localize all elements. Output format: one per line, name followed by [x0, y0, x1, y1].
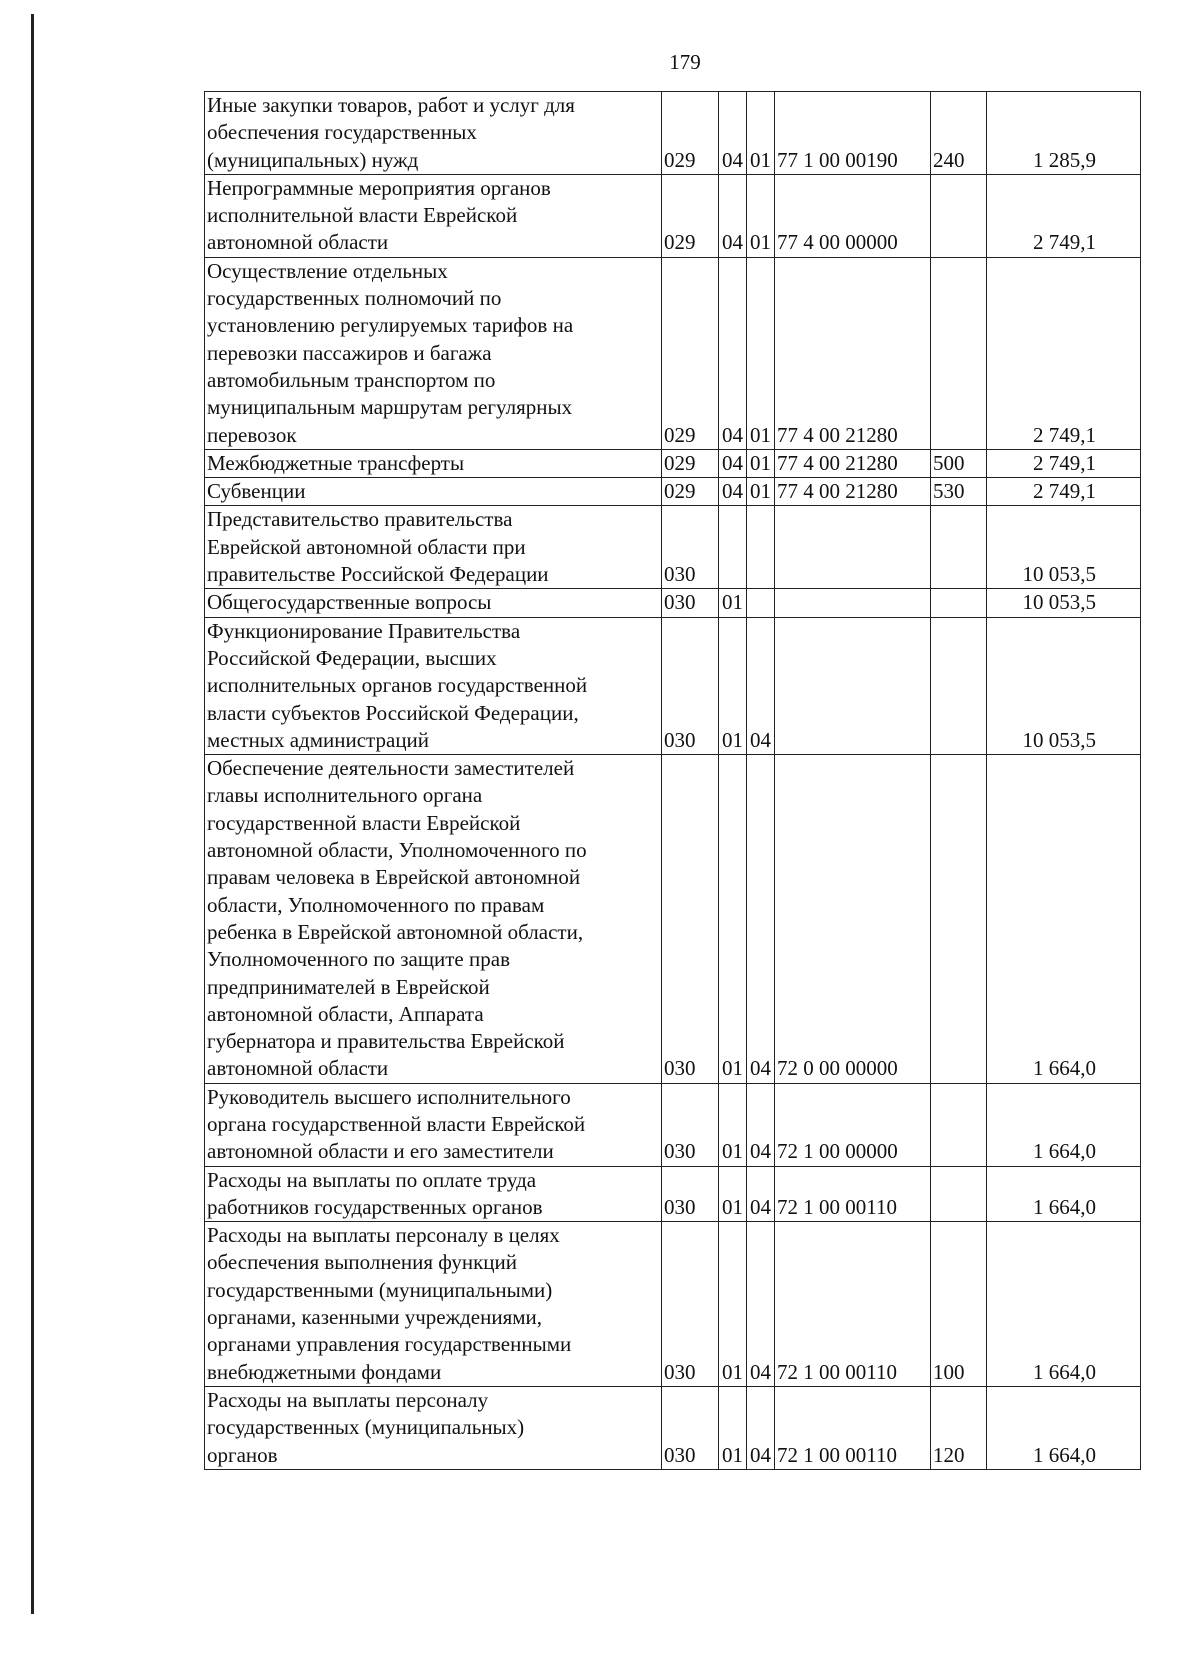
amount-cell: 1 664,0 — [987, 1222, 1141, 1387]
amount-cell: 2 749,1 — [987, 174, 1141, 257]
ministry-code-cell: 030 — [662, 1166, 719, 1222]
amount-cell: 1 664,0 — [987, 1083, 1141, 1166]
subsection-code-cell: 04 — [747, 755, 775, 1084]
row-name-line: автономной области — [207, 1056, 389, 1081]
section-code-cell: 04 — [719, 174, 747, 257]
target-article-cell — [775, 589, 931, 617]
row-name-line: автономной области и его заместители — [207, 1139, 554, 1164]
row-name-cell — [205, 92, 662, 175]
expense-type-cell: 120 — [931, 1386, 987, 1469]
expense-type-cell: 500 — [931, 449, 987, 477]
row-name-cell — [205, 755, 662, 1084]
section-code-cell: 01 — [719, 755, 747, 1084]
row-name-line: автономной области — [207, 230, 389, 255]
row-name-line: Представительство правительства — [207, 507, 513, 532]
subsection-code-cell: 01 — [747, 449, 775, 477]
amount-cell: 10 053,5 — [987, 589, 1141, 617]
ministry-code-cell: 030 — [662, 506, 719, 589]
row-name-line: органа государственной власти Еврейской — [207, 1111, 586, 1136]
expense-type-cell: 240 — [931, 92, 987, 175]
target-article-cell: 77 4 00 00000 — [775, 174, 931, 257]
section-code-cell: 01 — [719, 1166, 747, 1222]
amount-cell: 10 053,5 — [987, 617, 1141, 754]
row-name-line: Иные закупки товаров, работ и услуг для — [207, 93, 575, 117]
row-name-line: обеспечения государственных — [207, 120, 477, 145]
expense-type-cell — [931, 617, 987, 754]
row-name-cell — [205, 506, 662, 589]
amount-cell: 2 749,1 — [987, 478, 1141, 506]
subsection-code-cell: 04 — [747, 617, 775, 754]
page-binding-line — [31, 14, 34, 1614]
ministry-code-cell: 030 — [662, 617, 719, 754]
target-article-cell: 77 4 00 21280 — [775, 257, 931, 449]
subsection-code-cell: 01 — [747, 174, 775, 257]
row-name-line: государственных (муниципальных) — [207, 1415, 525, 1440]
row-name-line: главы исполнительного органа — [207, 783, 483, 808]
subsection-code-cell: 01 — [747, 92, 775, 175]
row-name-line: Непрограммные мероприятия органов — [207, 175, 551, 200]
row-name-line: автомобильным транспортом по — [207, 367, 496, 392]
subsection-code-cell — [747, 589, 775, 617]
row-name-cell — [205, 174, 662, 257]
target-article-cell — [775, 617, 931, 754]
budget-table — [204, 91, 1141, 1470]
ministry-code-cell: 030 — [662, 589, 719, 617]
table-row — [205, 174, 1141, 257]
row-name-line: области, Уполномоченного по правам — [207, 892, 545, 917]
expense-type-cell: 100 — [931, 1222, 987, 1387]
expense-type-cell — [931, 506, 987, 589]
expense-type-cell — [931, 755, 987, 1084]
target-article-cell: 72 1 00 00110 — [775, 1222, 931, 1387]
row-name-line: Уполномоченного по защите прав — [207, 947, 510, 972]
row-name-line: установлению регулируемых тарифов на — [207, 313, 574, 338]
row-name-line: Осуществление отдельных — [207, 258, 448, 283]
table-row — [205, 589, 1141, 617]
target-article-cell: 72 1 00 00110 — [775, 1166, 931, 1222]
section-code-cell: 01 — [719, 1083, 747, 1166]
row-name-line: губернатора и правительства Еврейской — [207, 1029, 565, 1054]
ministry-code-cell: 030 — [662, 755, 719, 1084]
row-name-line: государственной власти Еврейской — [207, 810, 521, 835]
row-name-line: работников государственных органов — [207, 1194, 543, 1219]
row-name-cell — [205, 1222, 662, 1387]
ministry-code-cell: 030 — [662, 1083, 719, 1166]
table-row — [205, 1222, 1141, 1387]
page-number: 179 — [669, 50, 701, 74]
table-row — [205, 506, 1141, 589]
ministry-code-cell: 029 — [662, 449, 719, 477]
section-code-cell: 01 — [719, 617, 747, 754]
row-name-line: внебюджетными фондами — [207, 1359, 442, 1384]
expense-type-cell: 530 — [931, 478, 987, 506]
amount-cell: 1 664,0 — [987, 1386, 1141, 1469]
row-name-line: правам человека в Еврейской автономной — [207, 865, 581, 890]
subsection-code-cell: 01 — [747, 257, 775, 449]
section-code-cell — [719, 506, 747, 589]
expense-type-cell — [931, 174, 987, 257]
table-row — [205, 1386, 1141, 1469]
expense-type-cell — [931, 1083, 987, 1166]
section-code-cell: 01 — [719, 1222, 747, 1387]
section-code-cell: 01 — [719, 1386, 747, 1469]
row-name-line: правительстве Российской Федерации — [207, 562, 549, 587]
row-name-line: исполнительной власти Еврейской — [207, 203, 518, 228]
row-name-line: ребенка в Еврейской автономной области, — [207, 919, 584, 944]
row-name-line: муниципальным маршрутам регулярных — [207, 395, 573, 420]
target-article-cell: 72 0 00 00000 — [775, 755, 931, 1084]
amount-cell: 1 285,9 — [987, 92, 1141, 175]
section-code-cell: 01 — [719, 589, 747, 617]
target-article-cell: 72 1 00 00110 — [775, 1386, 931, 1469]
target-article-cell — [775, 506, 931, 589]
ministry-code-cell: 030 — [662, 1222, 719, 1387]
row-name-line: государственными (муниципальными) — [207, 1277, 553, 1302]
table-row — [205, 1083, 1141, 1166]
ministry-code-cell: 029 — [662, 92, 719, 175]
row-name-line: Еврейской автономной области при — [207, 534, 526, 559]
target-article-cell: 72 1 00 00000 — [775, 1083, 931, 1166]
target-article-cell: 77 4 00 21280 — [775, 449, 931, 477]
expense-type-cell — [931, 257, 987, 449]
row-name-line: предпринимателей в Еврейской — [207, 974, 490, 999]
row-name-line: автономной области, Уполномоченного по — [207, 838, 587, 863]
ministry-code-cell: 029 — [662, 257, 719, 449]
row-name-line: местных администраций — [207, 727, 430, 752]
section-code-cell: 04 — [719, 257, 747, 449]
row-name-line: Обеспечение деятельности заместителей — [207, 756, 575, 781]
row-name-cell — [205, 478, 662, 506]
subsection-code-cell: 04 — [747, 1386, 775, 1469]
table-row — [205, 257, 1141, 449]
amount-cell: 2 749,1 — [987, 257, 1141, 449]
row-name-cell — [205, 1386, 662, 1469]
expense-type-cell — [931, 589, 987, 617]
section-code-cell: 04 — [719, 478, 747, 506]
ministry-code-cell: 029 — [662, 478, 719, 506]
row-name-line: Функционирование Правительства — [207, 618, 521, 643]
row-name-line: автономной области, Аппарата — [207, 1001, 484, 1026]
row-name-cell — [205, 449, 662, 477]
amount-cell: 2 749,1 — [987, 449, 1141, 477]
ministry-code-cell: 029 — [662, 174, 719, 257]
budget-table-body — [205, 92, 1141, 1470]
row-name-line: исполнительных органов государственной — [207, 673, 588, 698]
table-row — [205, 92, 1141, 175]
table-row — [205, 617, 1141, 754]
row-name-line: власти субъектов Российской Федерации, — [207, 700, 579, 725]
row-name-cell — [205, 589, 662, 617]
table-row — [205, 478, 1141, 506]
row-name-line: Расходы на выплаты по оплате труда — [207, 1167, 537, 1192]
ministry-code-cell: 030 — [662, 1386, 719, 1469]
row-name-line: (муниципальных) нужд — [207, 147, 419, 172]
row-name-line: государственных полномочий по — [207, 286, 502, 311]
expense-type-cell — [931, 1166, 987, 1222]
section-code-cell: 04 — [719, 92, 747, 175]
amount-cell: 1 664,0 — [987, 755, 1141, 1084]
row-name-line: органами, казенными учреждениями, — [207, 1305, 543, 1330]
subsection-code-cell: 04 — [747, 1166, 775, 1222]
target-article-cell: 77 1 00 00190 — [775, 92, 931, 175]
row-name-line: обеспечения выполнения функций — [207, 1250, 518, 1275]
subsection-code-cell: 01 — [747, 478, 775, 506]
table-row — [205, 755, 1141, 1084]
row-name-line: Расходы на выплаты персоналу — [207, 1387, 489, 1412]
row-name-line: Общегосударственные вопросы — [207, 590, 492, 615]
amount-cell: 1 664,0 — [987, 1166, 1141, 1222]
target-article-cell: 77 4 00 21280 — [775, 478, 931, 506]
row-name-line: Субвенции — [207, 479, 306, 504]
subsection-code-cell — [747, 506, 775, 589]
subsection-code-cell: 04 — [747, 1222, 775, 1387]
row-name-line: органами управления государственными — [207, 1332, 572, 1357]
row-name-line: перевозок — [207, 422, 297, 447]
amount-cell: 10 053,5 — [987, 506, 1141, 589]
row-name-cell — [205, 1166, 662, 1222]
subsection-code-cell: 04 — [747, 1083, 775, 1166]
section-code-cell: 04 — [719, 449, 747, 477]
row-name-line: перевозки пассажиров и багажа — [207, 340, 492, 365]
row-name-line: Руководитель высшего исполнительного — [207, 1084, 571, 1109]
table-row — [205, 1166, 1141, 1222]
row-name-line: Российской Федерации, высших — [207, 645, 497, 670]
row-name-cell — [205, 617, 662, 754]
row-name-line: Расходы на выплаты персоналу в целях — [207, 1223, 560, 1248]
row-name-cell — [205, 1083, 662, 1166]
row-name-line: Межбюджетные трансферты — [207, 450, 465, 475]
table-row — [205, 449, 1141, 477]
row-name-line: органов — [207, 1442, 278, 1467]
row-name-cell — [205, 257, 662, 449]
